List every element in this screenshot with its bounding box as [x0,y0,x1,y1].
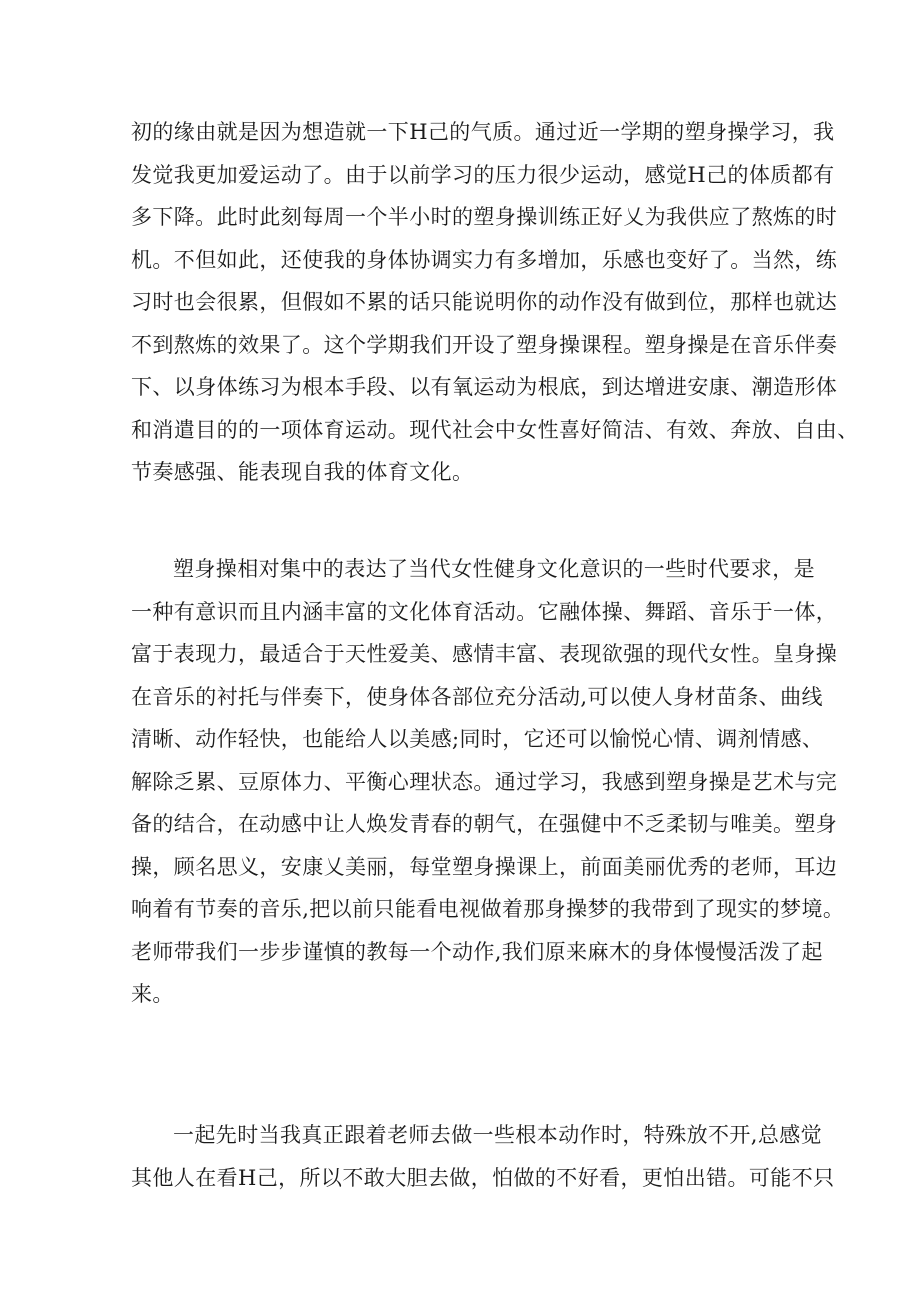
text-line: 不到熬炼的效果了。这个学期我们开设了塑身操课程。塑身操是在音乐伴奏 [131,332,838,357]
text-line: 一种有意识而且内涵丰富的文化体育活动。它融体操、舞蹈、音乐于一体， [131,599,838,624]
text-line: 响着有节奏的音乐,把以前只能看电视做着那身操梦的我带到了现实的梦境。 [131,897,845,921]
text-line: 塑身操相对集中的表达了当代女性健身文化意识的一些时代要求，是 [173,557,815,581]
text-line: 多下降。此时此刻每周一个半小时的塑身操训练正好乂为我供应了熬炼的时 [131,205,838,229]
text-line: 机。不但如此，还使我的身体协调实力有多增加，乐感也变好了。当然，练 [131,247,838,272]
text-line: 和消遣目的的一项体育运动。现代社会中女性喜好简洁、有效、奔放、自由、 [131,417,859,442]
text-line: 其他人在看H己，所以不敢大胆去做，怕做的不好看，更怕出错。可能不只 [131,1165,835,1190]
text-line: 下、以身体练习为根本手段、以有氧运动为根底，到达增进安康、潮造形体 [131,375,838,399]
text-line: 发觉我更加爱运动了。由于以前学习的压力很少运动，感觉H己的体质都有 [131,162,835,187]
text-line: 清晰、动作轻快，也能给人以美感;同时，它还可以愉悦心情、调剂情感、 [131,727,824,751]
text-line: 初的缘由就是因为想造就一下H己的气质。通过近一学期的塑身操学习，我 [131,120,835,144]
paragraph-2 [131,548,845,1016]
text-line: 习时也会很累，但假如不累的话只能说明你的动作没有做到位，那样也就达 [131,290,838,314]
text-line: 在音乐的衬托与伴奏下，使身体各部位充分活动,可以使人身材苗条、曲线 [131,684,823,709]
text-line: 老师带我们一步步谨慎的教每一个动作,我们原来麻木的身体慢慢活泼了起 [131,939,823,964]
text-line: 备的结合，在动感中让人焕发青春的朝气，在强健中不乏柔韧与唯美。塑身 [131,812,838,836]
text-line: 一起先时当我真正跟着老师去做一些根本动作时，特殊放不开,总感觉 [173,1123,823,1147]
text-line: 富于表现力，最适合于天性爱美、感情丰富、表现欲强的现代女性。皇身操 [131,642,838,666]
text-line: 解除乏累、豆原体力、平衡心理状态。通过学习，我感到塑身操是艺术与完 [131,769,838,794]
paragraph-3 [131,1114,835,1199]
text-line: 来。 [131,982,174,1006]
paragraph-1 [131,111,859,494]
text-line: 节奏感强、能表现自我的体育文化。 [131,460,474,484]
text-line: 操，顾名思义，安康乂美丽，每堂塑身操课上，前面美丽优秀的老师，耳边 [131,854,838,879]
